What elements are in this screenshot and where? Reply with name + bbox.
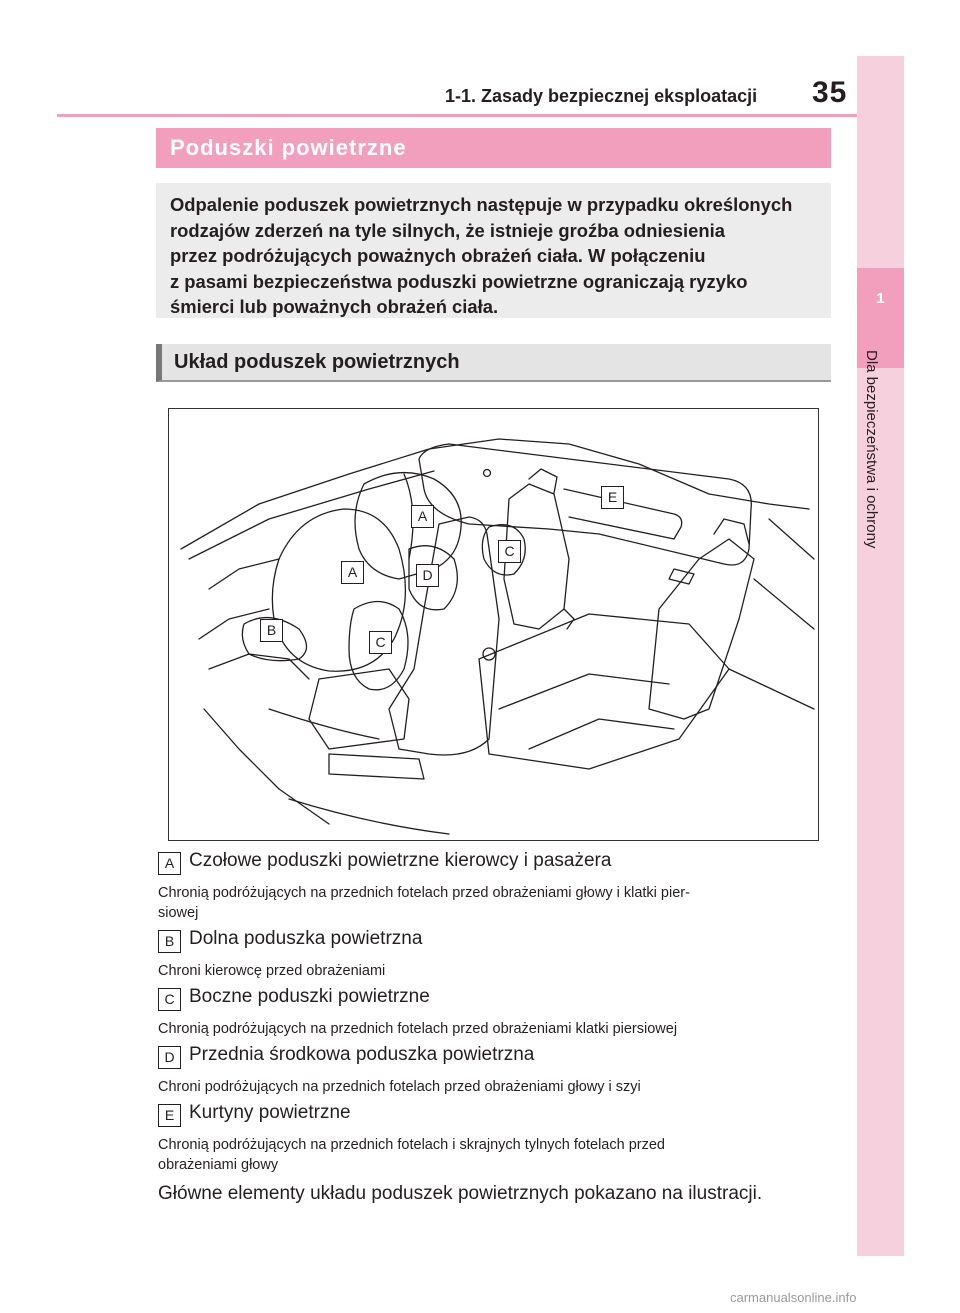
- legend-description-line: Chronią podróżujących na przednich fotelach przed obrażeniami głowy i klatki pier-: [158, 885, 690, 901]
- legend-description-line: siowej: [158, 905, 199, 921]
- chapter-title-vertical: Dla bezpieczeństwa i ochrony: [863, 350, 880, 549]
- chapter-side-tab: [857, 56, 904, 1256]
- figure-label-c-front: C: [369, 631, 392, 654]
- legend-title: Kurtyny powietrzne: [189, 1102, 351, 1123]
- header-rule: [57, 114, 857, 117]
- legend-description-line: Chroni kierowcę przed obrażeniami: [158, 963, 386, 979]
- legend-badge: B: [158, 930, 181, 953]
- running-header-section: 1-1. Zasady bezpiecznej eksploatacji: [445, 86, 758, 106]
- airbag-layout-illustration: [168, 408, 819, 841]
- legend-badge: E: [158, 1104, 181, 1127]
- legend-title: Przednia środkowa poduszka powietrzna: [189, 1044, 535, 1065]
- intro-box: [156, 183, 831, 318]
- legend-description: [158, 1135, 828, 1175]
- figure-label-b: B: [260, 619, 283, 642]
- intro-line: z pasami bezpieczeństwa poduszki powietrzne ograniczają ryzyko: [170, 270, 748, 292]
- page-number: 35: [812, 76, 848, 109]
- figure-label-c-rear: C: [498, 540, 521, 563]
- legend-badge: C: [158, 988, 181, 1011]
- legend-badge: A: [158, 852, 181, 875]
- legend-badge: D: [158, 1046, 181, 1069]
- figure-label-a-passenger: A: [411, 505, 434, 528]
- chapter-number-tab: 1: [857, 268, 904, 368]
- figure-label-d: D: [416, 564, 439, 587]
- watermark: carmanualsonline.info: [730, 1290, 857, 1305]
- legend-title: Czołowe poduszki powietrzne kierowcy i pasażera: [189, 850, 612, 871]
- intro-line: Odpalenie poduszek powietrznych następuje w przypadku określonych: [170, 194, 793, 215]
- legend-description: [158, 961, 828, 981]
- legend-description-line: Chronią podróżujących na przednich fotelach i skrajnych tylnych fotelach przed: [158, 1137, 665, 1153]
- legend-title: Dolna poduszka powietrzna: [189, 928, 423, 949]
- closing-paragraph: Główne elementy układu poduszek powietrznych pokazano na ilustracji.: [158, 1183, 763, 1204]
- intro-line: rodzajów zderzeń na tyle silnych, że istnieje groźba odniesienia: [170, 219, 725, 241]
- main-heading: Poduszki powietrzne: [156, 128, 831, 168]
- legend-description: [158, 1077, 828, 1097]
- legend-description-line: obrażeniami głowy: [158, 1157, 279, 1173]
- legend-description: [158, 1019, 828, 1039]
- legend-description-line: Chroni podróżujących na przednich fotelach przed obrażeniami głowy i szyi: [158, 1079, 641, 1095]
- legend-description-line: Chronią podróżujących na przednich fotelach przed obrażeniami klatki piersiowej: [158, 1021, 678, 1037]
- legend-description: [158, 883, 828, 923]
- intro-line: śmierci lub poważnych obrażeń ciała.: [170, 296, 499, 317]
- legend-title: Boczne poduszki powietrzne: [189, 986, 430, 1007]
- figure-label-e: E: [601, 486, 624, 509]
- intro-line: przez podróżujących poważnych obrażeń ciała. W połączeniu: [170, 245, 706, 266]
- section-heading: Układ poduszek powietrznych: [156, 344, 831, 382]
- figure-label-a-driver: A: [341, 561, 364, 584]
